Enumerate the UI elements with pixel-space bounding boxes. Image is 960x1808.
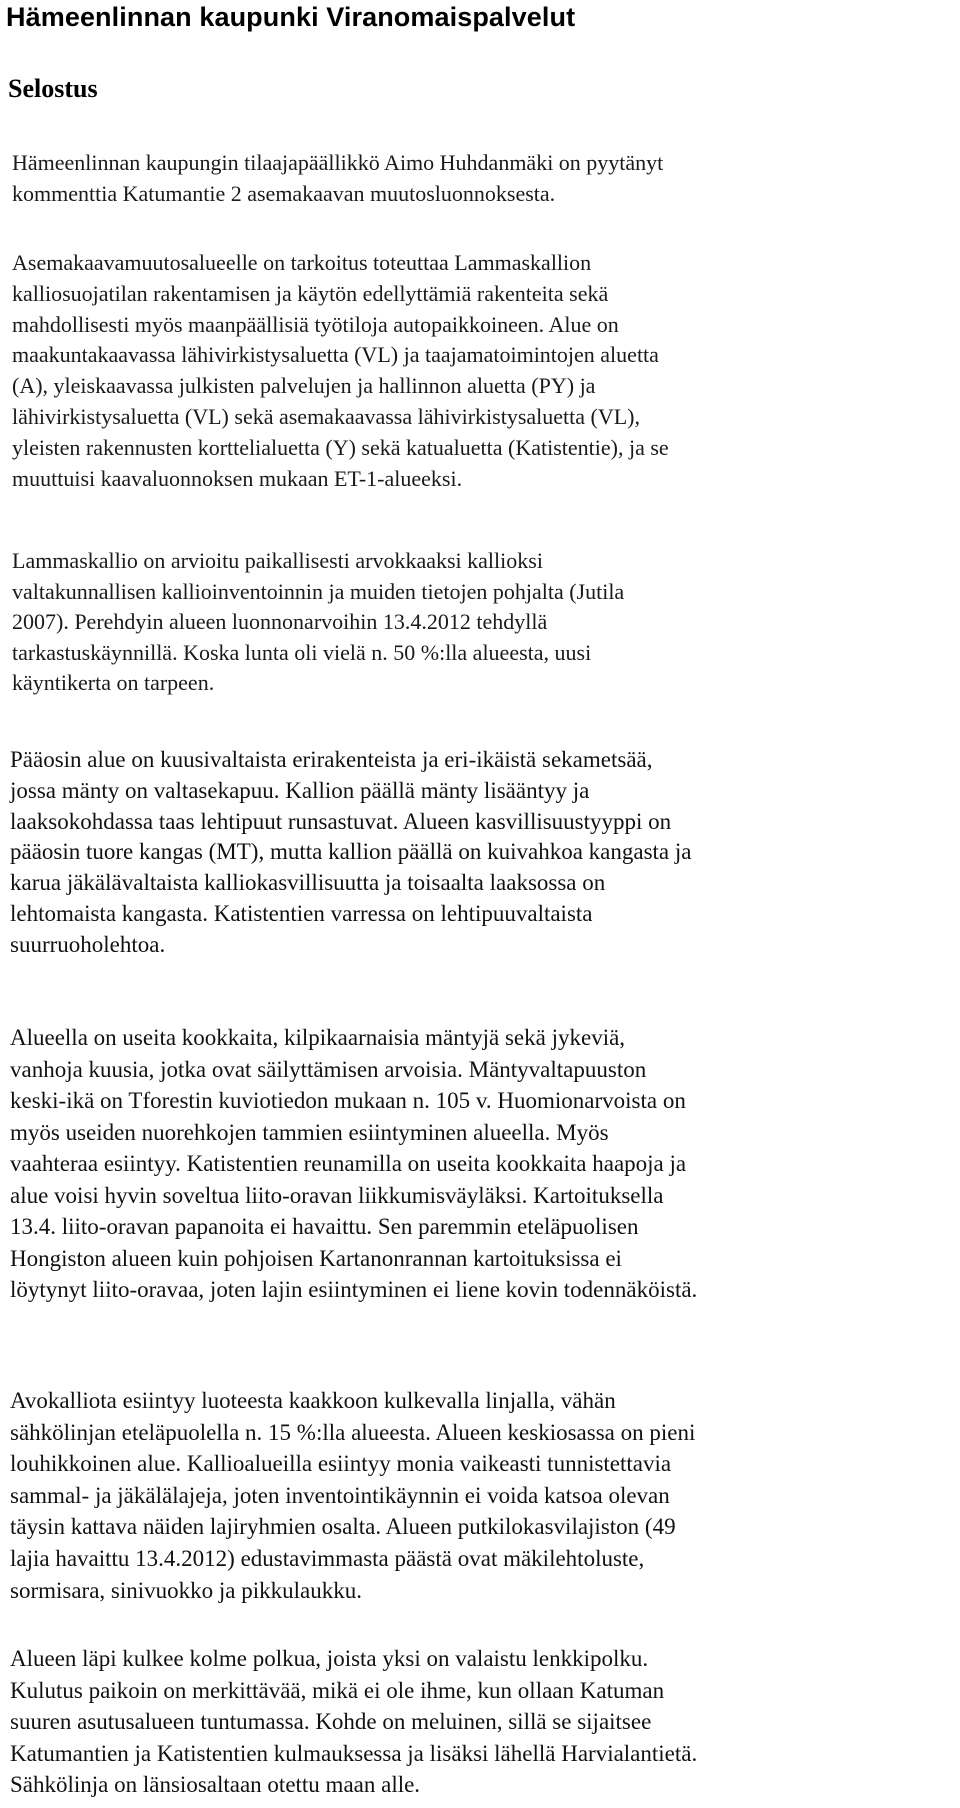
text-line: valtakunnallisen kallioinventoinnin ja muiden tietojen pohjalta (Jutila xyxy=(12,578,625,604)
text-line: (A), yleiskaavassa julkisten palvelujen ja hallinnon aluetta (PY) ja xyxy=(12,373,596,399)
paragraph-trees xyxy=(10,1022,697,1306)
text-line: lähivirkistysaluetta (VL) sekä asemakaavassa lähivirkistysaluetta (VL), xyxy=(12,403,641,429)
text-line: sormisara, sinivuokko ja pikkulaukku. xyxy=(10,1577,362,1603)
text-line: sammal- ja jäkälälajeja, joten inventointikäynnin ei voida katsoa olevan xyxy=(10,1482,670,1508)
paragraph-paths xyxy=(10,1643,697,1801)
document-header: Hämeenlinnan kaupunki Viranomaispalvelut xyxy=(6,2,576,32)
text-line: tarkastuskäynnillä. Koska lunta oli vielä n. 50 %:lla alueesta, uusi xyxy=(12,639,592,665)
text-line: suurruoholehtoa. xyxy=(10,931,166,957)
text-line: karua jäkälävaltaista kalliokasvillisuutta ja toisaalta laaksossa on xyxy=(10,870,606,896)
text-line: 2007). Perehdyin alueen luonnonarvoihin 13.4.2012 tehdyllä xyxy=(12,609,548,634)
paragraph-request xyxy=(12,148,663,209)
text-line: lehtomaista kangasta. Katistentien varressa on lehtipuuvaltaista xyxy=(10,900,593,926)
text-line: kalliosuojatilan rakentamisen ja käytön edellyttämiä rakenteita sekä xyxy=(12,280,609,306)
text-line: täysin kattava näiden lajiryhmien osalta. Alueen putkilokasvilajiston (49 xyxy=(10,1514,676,1540)
text-line: löytynyt liito-oravaa, joten lajin esiintyminen ei liene kovin todennäköistä. xyxy=(10,1277,698,1302)
paragraph-assessment xyxy=(12,546,624,699)
text-line: louhikkoinen alue. Kallioalueilla esiintyy monia vaikeasti tunnistettavia xyxy=(10,1451,672,1477)
text-line: keski-ikä on Tforestin kuviotiedon mukaan n. 105 v. Huomionarvoista on xyxy=(10,1088,686,1113)
text-line: muuttuisi kaavaluonnoksen mukaan ET-1-alueeksi. xyxy=(12,465,463,491)
text-line: Lammaskallio on arvioitu paikallisesti arvokkaaksi kallioksi xyxy=(12,548,543,573)
text-line: Alueen läpi kulkee kolme polkua, joista yksi on valaistu lenkkipolku. xyxy=(10,1646,649,1671)
text-line: 13.4. liito-oravan papanoita ei havaittu. Sen paremmin eteläpuolisen xyxy=(10,1214,639,1239)
text-line: Alueella on useita kookkaita, kilpikaarnaisia mäntyjä sekä jykeviä, xyxy=(10,1025,626,1050)
text-line: laaksokohdassa taas lehtipuut runsastuvat. Alueen kasvillisuustyyppi on xyxy=(10,808,672,834)
text-line: sähkölinjan eteläpuolella n. 15 %:lla alueesta. Alueen keskiosassa on pieni xyxy=(10,1419,696,1445)
text-line: lajia havaittu 13.4.2012) edustavimmasta päästä ovat mäkilehtoluste, xyxy=(10,1545,645,1571)
text-line: Pääosin alue on kuusivaltaista erirakenteista ja eri-ikäistä sekametsää, xyxy=(10,747,653,772)
text-line: Katumantien ja Katistentien kulmauksessa ja lisäksi lähellä Harvialantietä. xyxy=(10,1740,698,1766)
text-line: myös useiden nuorehkojen tammien esiintyminen alueella. Myös xyxy=(10,1119,609,1145)
text-line: yleisten rakennusten korttelialuetta (Y) sekä katualuetta (Katistentie), ja se xyxy=(12,434,669,460)
text-line: mahdollisesti myös maanpäällisiä työtiloja autopaikkoineen. Alue on xyxy=(12,311,619,337)
text-line: vaahteraa esiintyy. Katistentien reunamilla on useita kookkaita haapoja ja xyxy=(10,1151,687,1176)
text-line: Hongiston alueen kuin pohjoisen Kartanonrannan kartoituksissa ei xyxy=(10,1245,622,1271)
paragraph-plan-change xyxy=(12,248,669,494)
text-line: jossa mänty on valtasekapuu. Kallion päällä mänty lisääntyy ja xyxy=(10,777,590,803)
text-line: Sähkölinja on länsiosaltaan otettu maan alle. xyxy=(10,1772,421,1797)
section-title: Selostus xyxy=(8,74,98,103)
text-line: Avokalliota esiintyy luoteesta kaakkoon kulkevalla linjalla, vähän xyxy=(10,1388,616,1413)
text-line: Asemakaavamuutosalueelle on tarkoitus toteuttaa Lammaskallion xyxy=(12,250,592,275)
paragraph-rock-outcrop xyxy=(10,1385,695,1606)
text-line: käyntikerta on tarpeen. xyxy=(12,670,215,695)
text-line: pääosin tuore kangas (MT), mutta kallion päällä on kuivahkoa kangasta ja xyxy=(10,839,692,865)
text-line: vanhoja kuusia, jotka ovat säilyttämisen arvoisia. Mäntyvaltapuuston xyxy=(10,1056,647,1082)
text-line: kommenttia Katumantie 2 asemakaavan muutosluonnoksesta. xyxy=(12,180,556,206)
text-line: Hämeenlinnan kaupungin tilaajapäällikkö Aimo Huhdanmäki on pyytänyt xyxy=(12,150,664,175)
text-line: Kulutus paikoin on merkittävää, mikä ei ole ihme, kun ollaan Katuman xyxy=(10,1677,665,1703)
text-line: alue voisi hyvin soveltua liito-oravan liikkumisväyläksi. Kartoituksella xyxy=(10,1182,664,1208)
text-line: suuren asutusalueen tuntumassa. Kohde on meluinen, sillä se sijaitsee xyxy=(10,1709,652,1734)
paragraph-forest-type xyxy=(10,745,692,961)
text-line: maakuntakaavassa lähivirkistysaluetta (VL) ja taajamatoimintojen aluetta xyxy=(12,342,659,368)
